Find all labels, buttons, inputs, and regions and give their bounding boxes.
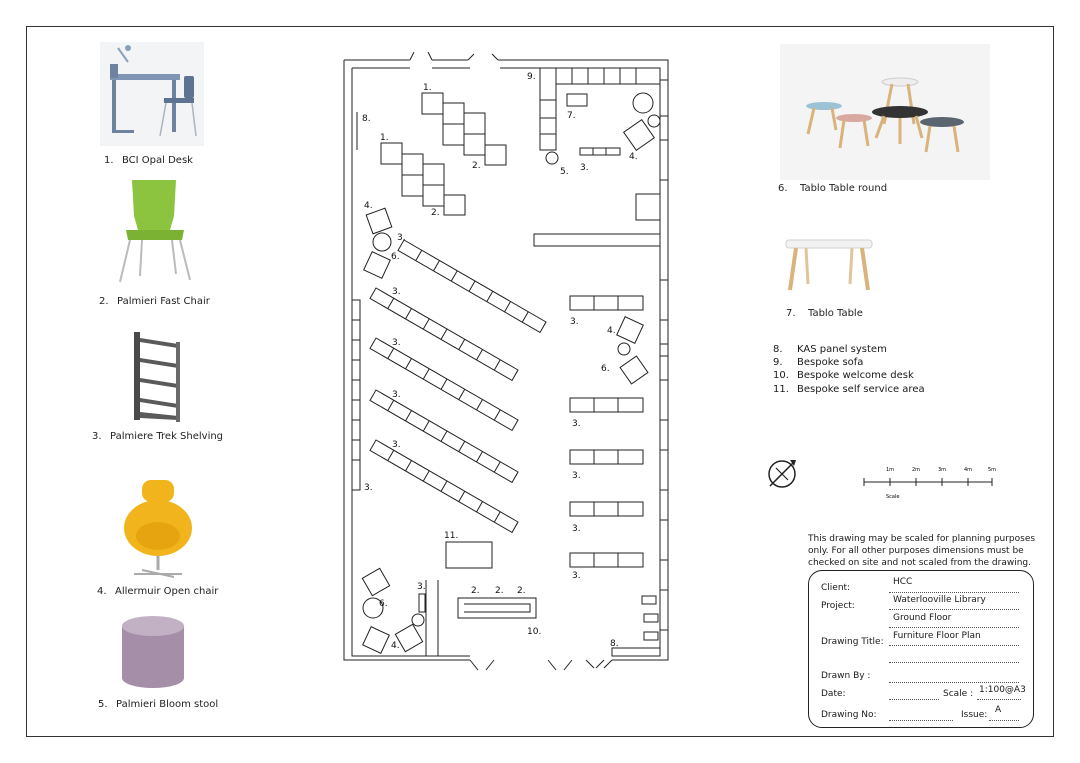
window-panel (660, 380, 668, 420)
window-panel (660, 590, 668, 630)
key-item-7: 7. Tablo Table (786, 308, 863, 319)
plan-label-5: 5. (560, 167, 569, 177)
window-panel (660, 140, 668, 180)
self-service-unit (644, 632, 658, 640)
legend-item-10: 10. Bespoke welcome desk (773, 370, 914, 381)
open-chair (624, 120, 655, 151)
diagonal-shelving-row (370, 288, 518, 380)
door-bottom (470, 660, 604, 670)
client-label: Client: (821, 583, 851, 593)
plan-label-3: 3. (570, 317, 579, 327)
scale-dots (977, 698, 1021, 700)
plan-label-2: 2. (471, 586, 480, 596)
open-chair (362, 568, 389, 595)
drawing-no-dots (889, 719, 953, 721)
tablo-table (567, 94, 587, 106)
wall-shelving (352, 300, 360, 490)
plan-label-3: 3. (572, 419, 581, 429)
plan-label-2: 2. (517, 586, 526, 596)
shelving (580, 148, 620, 155)
welcome-desk (458, 598, 536, 618)
shelving-unit (570, 296, 643, 310)
disclaimer-note: This drawing may be scaled for planning purposes only. For all other purposes dimensions must be checked on site and not scaled from the drawing. (808, 534, 1036, 568)
project-dots-2 (889, 626, 1019, 628)
round-table (373, 233, 391, 251)
scale-tick-label: 5m (988, 467, 997, 473)
bespoke-sofa (540, 68, 660, 150)
green-chair-photo (112, 176, 202, 286)
round-table (633, 93, 653, 113)
plan-label-6: 6. (379, 599, 388, 609)
key-item-3: 3. Palmiere Trek Shelving (92, 431, 224, 442)
title-block (808, 570, 1034, 728)
plan-label-3: 3. (392, 390, 401, 400)
project-label: Project: (821, 601, 855, 611)
shelving (419, 594, 425, 612)
scale-label: Scale (886, 494, 900, 500)
scale-value: 1:100@A3 (979, 685, 1026, 695)
project-value-2: Ground Floor (893, 613, 952, 623)
plan-label-10: 10. (527, 627, 542, 637)
scale-tick-label: 3m (938, 467, 947, 473)
plan-label-4: 4. (607, 326, 616, 336)
door-top (410, 52, 498, 60)
diagonal-shelving-row (398, 240, 546, 332)
stool (546, 152, 558, 164)
key-item-4: 4. Allermuir Open chair (97, 586, 219, 597)
desk-cluster-upper (422, 93, 506, 165)
floor-plan (330, 50, 680, 674)
plan-label-8: 8. (610, 639, 619, 649)
diagonal-shelving-rows (370, 240, 546, 532)
open-chair (617, 317, 644, 344)
desk-with-chair-photo (100, 42, 204, 146)
open-chair (620, 356, 648, 384)
open-chair (366, 208, 392, 234)
plan-label-2: 2. (495, 586, 504, 596)
legend-item-8: 8. KAS panel system (773, 344, 887, 355)
shelving-photo (118, 328, 204, 424)
drawn-by-dots (889, 681, 1019, 683)
drawing-title-dots-2 (889, 661, 1019, 663)
self-service-unit (644, 614, 658, 622)
plan-label-3: 3. (580, 163, 589, 173)
open-chair (364, 252, 391, 279)
date-dots (889, 698, 939, 700)
window-panel (660, 80, 668, 116)
plan-label-4: 4. (391, 641, 400, 651)
north-arrow-icon (764, 456, 800, 492)
plan-label-3: 3. (572, 571, 581, 581)
shelving-unit (570, 553, 643, 567)
client-dots (889, 591, 1019, 593)
drawn-by-label: Drawn By : (821, 671, 871, 681)
issue-dots (989, 719, 1019, 721)
kas-panel-bottom-right (612, 648, 660, 656)
plan-label-6: 6. (601, 364, 610, 374)
plan-label-3: 3. (572, 524, 581, 534)
plan-label-9: 9. (527, 72, 536, 82)
project-value-1: Waterlooville Library (893, 595, 986, 605)
self-service-area (446, 542, 492, 568)
plan-label-6: 6. (391, 252, 400, 262)
yellow-lounge-chair-photo (118, 478, 198, 578)
key-item-1: 1. BCI Opal Desk (104, 155, 193, 166)
partition-wall (534, 234, 660, 246)
stool (412, 614, 424, 626)
scale-tick-label: 2m (912, 467, 921, 473)
sofa-cushions (540, 68, 636, 134)
shelving-unit (570, 450, 643, 464)
drawing-title-label: Drawing Title: (821, 637, 884, 647)
window-panel (660, 344, 668, 356)
plan-label-7: 7. (567, 111, 576, 121)
diagonal-shelving-row (370, 390, 518, 482)
key-item-5: 5. Palmieri Bloom stool (98, 699, 219, 710)
scale-bar (858, 460, 998, 502)
window-panel (660, 520, 668, 560)
legend-item-9: 9. Bespoke sofa (773, 357, 864, 368)
shelving-unit (570, 398, 643, 412)
plan-label-4: 4. (629, 152, 638, 162)
plan-label-3: 3. (392, 287, 401, 297)
key-item-2: 2. Palmieri Fast Chair (99, 296, 210, 307)
scale-tick-label: 1m (886, 467, 895, 473)
purple-stool-photo (118, 614, 188, 690)
plan-label-11: 11. (444, 531, 459, 541)
plan-label-1: 1. (423, 83, 432, 93)
legend-item-11: 11. Bespoke self service area (773, 384, 925, 395)
scale-field-label: Scale : (943, 689, 974, 699)
project-dots-1 (889, 608, 1019, 610)
shelving-unit (570, 502, 643, 516)
issue-label: Issue: (961, 710, 988, 720)
drawing-title-dots (889, 644, 1019, 646)
client-value: HCC (893, 577, 913, 587)
plan-label-8: 8. (362, 114, 371, 124)
plan-label-3: 3. (392, 440, 401, 450)
drawing-no-label: Drawing No: (821, 710, 877, 720)
scale-tick-label: 4m (964, 467, 973, 473)
plan-label-4: 4. (364, 201, 373, 211)
desk-cluster-lower (381, 143, 465, 215)
plan-label-3: 3. (397, 233, 406, 243)
plan-label-2: 2. (431, 208, 440, 218)
round-tables-photo (780, 44, 990, 180)
drawing-title-value: Furniture Floor Plan (893, 631, 981, 641)
window-panel (660, 280, 668, 320)
plan-label-3: 3. (572, 471, 581, 481)
plan-label-3: 3. (364, 483, 373, 493)
date-label: Date: (821, 689, 846, 699)
plan-label-3: 3. (417, 582, 426, 592)
open-chair (363, 627, 390, 654)
plan-label-1: 1. (380, 133, 389, 143)
issue-value: A (995, 705, 1002, 715)
plan-label-3: 3. (392, 338, 401, 348)
stool (648, 115, 660, 127)
stool (618, 343, 630, 355)
diagonal-shelving-row (370, 338, 518, 430)
kas-panel (636, 194, 660, 220)
diagonal-shelving-row (370, 440, 518, 532)
key-item-6: 6. Tablo Table round (778, 183, 888, 194)
window-panel (660, 450, 668, 490)
plan-label-2: 2. (472, 161, 481, 171)
kas-panel-bottom (426, 580, 438, 656)
rect-table-photo (782, 234, 878, 294)
self-service-unit (642, 596, 656, 604)
